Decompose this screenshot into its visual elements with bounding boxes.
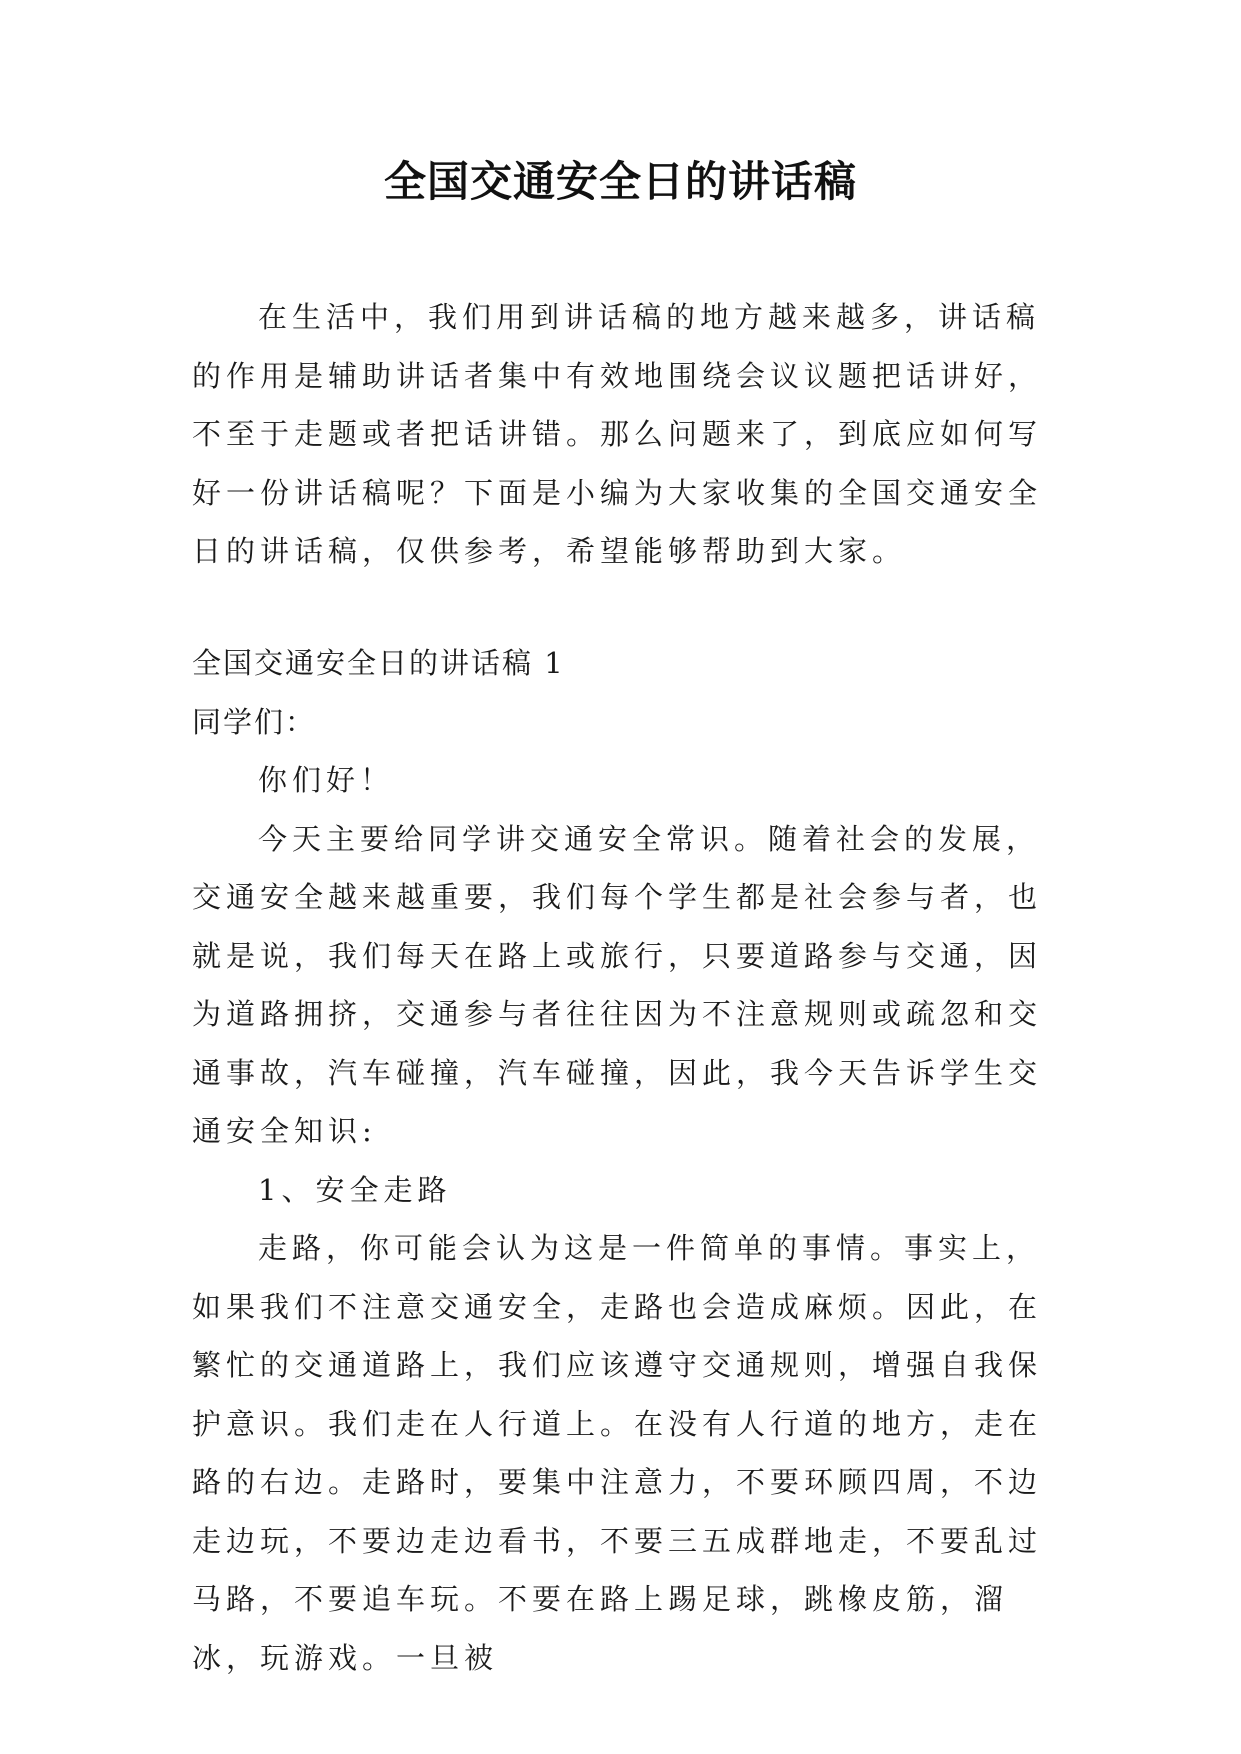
intro-paragraph: 在生活中，我们用到讲话稿的地方越来越多，讲话稿的作用是辅助讲话者集中有效地围绕会议议题把话讲好，不至于走题或者把话讲错。那么问题来了，到底应如何写好一份讲话稿呢？下面是小编为大家收集的全国交通安全日的讲话稿，仅供参考，希望能够帮助到大家。 [192, 300, 1043, 568]
section-heading: 全国交通安全日的讲话稿 1 [192, 646, 565, 680]
document-title: 全国交通安全日的讲话稿 [383, 157, 857, 206]
list-item-safe-walking: 1、安全走路 [258, 1172, 452, 1207]
speech-paragraph-2: 走路，你可能会认为这是一件简单的事情。事实上，如果我们不注意交通安全，走路也会造成麻烦。因此，在繁忙的交通道路上，我们应该遵守交通规则，增强自我保护意识。我们走在人行道上。在没有人行道的地方，走在路的右边。走路时，要集中注意力，不要环顾四周，不边走边玩，不要边走边看书，不要三五成群地走，不要乱过马路，不要追车玩。不要在路上踢足球，跳橡皮筋，溜冰，玩游戏。一旦被 [192, 1231, 1043, 1675]
salutation: 同学们： [192, 704, 317, 739]
speech-paragraph-1: 今天主要给同学讲交通安全常识。随着社会的发展，交通安全越来越重要，我们每个学生都是社会参与者，也就是说，我们每天在路上或旅行，只要道路参与交通，因为道路拥挤，交通参与者往往因为不注意规则或疏忽和交通事故，汽车碰撞，汽车碰撞，因此，我今天告诉学生交通安全知识: [192, 821, 1043, 1148]
speech-content [192, 634, 1060, 1687]
greeting: 你们好！ [258, 763, 395, 797]
